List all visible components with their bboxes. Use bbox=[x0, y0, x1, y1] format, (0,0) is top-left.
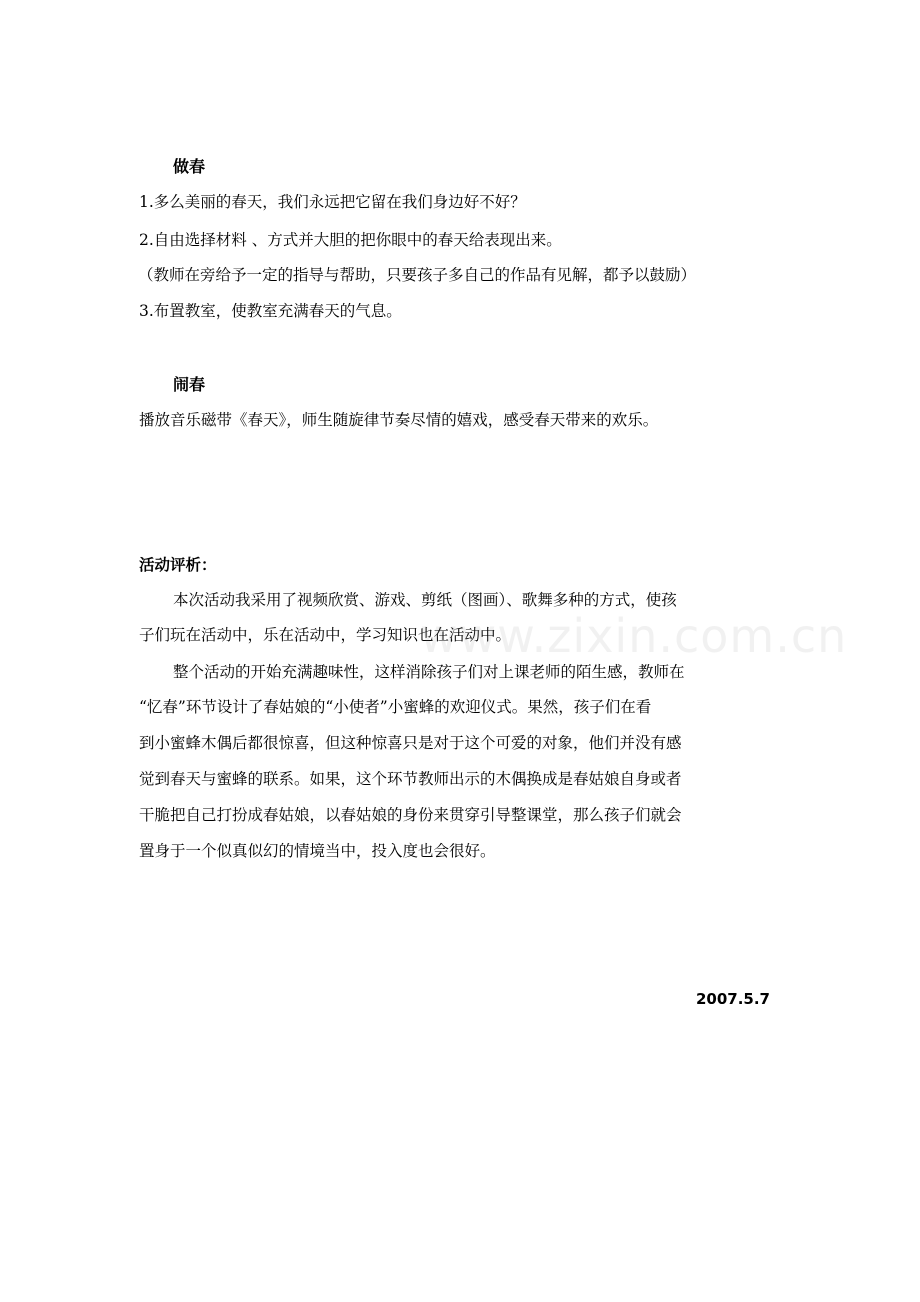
section-title-naochun: 闹春 bbox=[173, 375, 206, 394]
section-title-zuochun: 做春 bbox=[173, 157, 206, 176]
watermark-text: www.zixin.com.cn bbox=[420, 609, 848, 663]
analysis-line-4: “忆春”环节设计了春姑娘的“小使者”小蜜蜂的欢迎仪式。果然，孩子们在看 bbox=[139, 698, 652, 716]
document-date: 2007.5.7 bbox=[695, 990, 770, 1008]
analysis-line-8: 置身于一个似真似幻的情境当中，投入度也会很好。 bbox=[139, 842, 496, 860]
analysis-line-7: 干脆把自己打扮成春姑娘，以春姑娘的身份来贯穿引导整课堂，那么孩子们就会 bbox=[139, 806, 682, 824]
analysis-title: 活动评析： bbox=[139, 556, 217, 574]
analysis-line-5: 到小蜜蜂木偶后都很惊喜，但这种惊喜只是对于这个可爱的对象，他们并没有感 bbox=[139, 734, 682, 752]
section2-text: 播放音乐磁带《春天》，师生随旋律节奏尽情的嬉戏，感受春天带来的欢乐。 bbox=[139, 411, 659, 429]
section1-item-3: 3.布置教室，使教室充满春天的气息。 bbox=[139, 302, 402, 320]
analysis-line-6: 觉到春天与蜜蜂的联系。如果，这个环节教师出示的木偶换成是春姑娘自身或者 bbox=[139, 770, 682, 788]
analysis-line-1: 本次活动我采用了视频欣赏、游戏、剪纸（图画）、歌舞多种的方式，使孩 bbox=[173, 591, 677, 609]
section1-item-2: 2.自由选择材料 、方式并大胆的把你眼中的春天给表现出来。 bbox=[139, 231, 562, 249]
analysis-line-3: 整个活动的开始充满趣味性，这样消除孩子们对上课老师的陌生感，教师在 bbox=[173, 663, 685, 681]
section1-item-note: （教师在旁给予一定的指导与帮助，只要孩子多自己的作品有见解，都予以鼓励） bbox=[138, 266, 697, 284]
section1-item-1: 1.多么美丽的春天，我们永远把它留在我们身边好不好？ bbox=[139, 193, 526, 211]
analysis-line-2: 子们玩在活动中，乐在活动中，学习知识也在活动中。 bbox=[139, 626, 512, 644]
